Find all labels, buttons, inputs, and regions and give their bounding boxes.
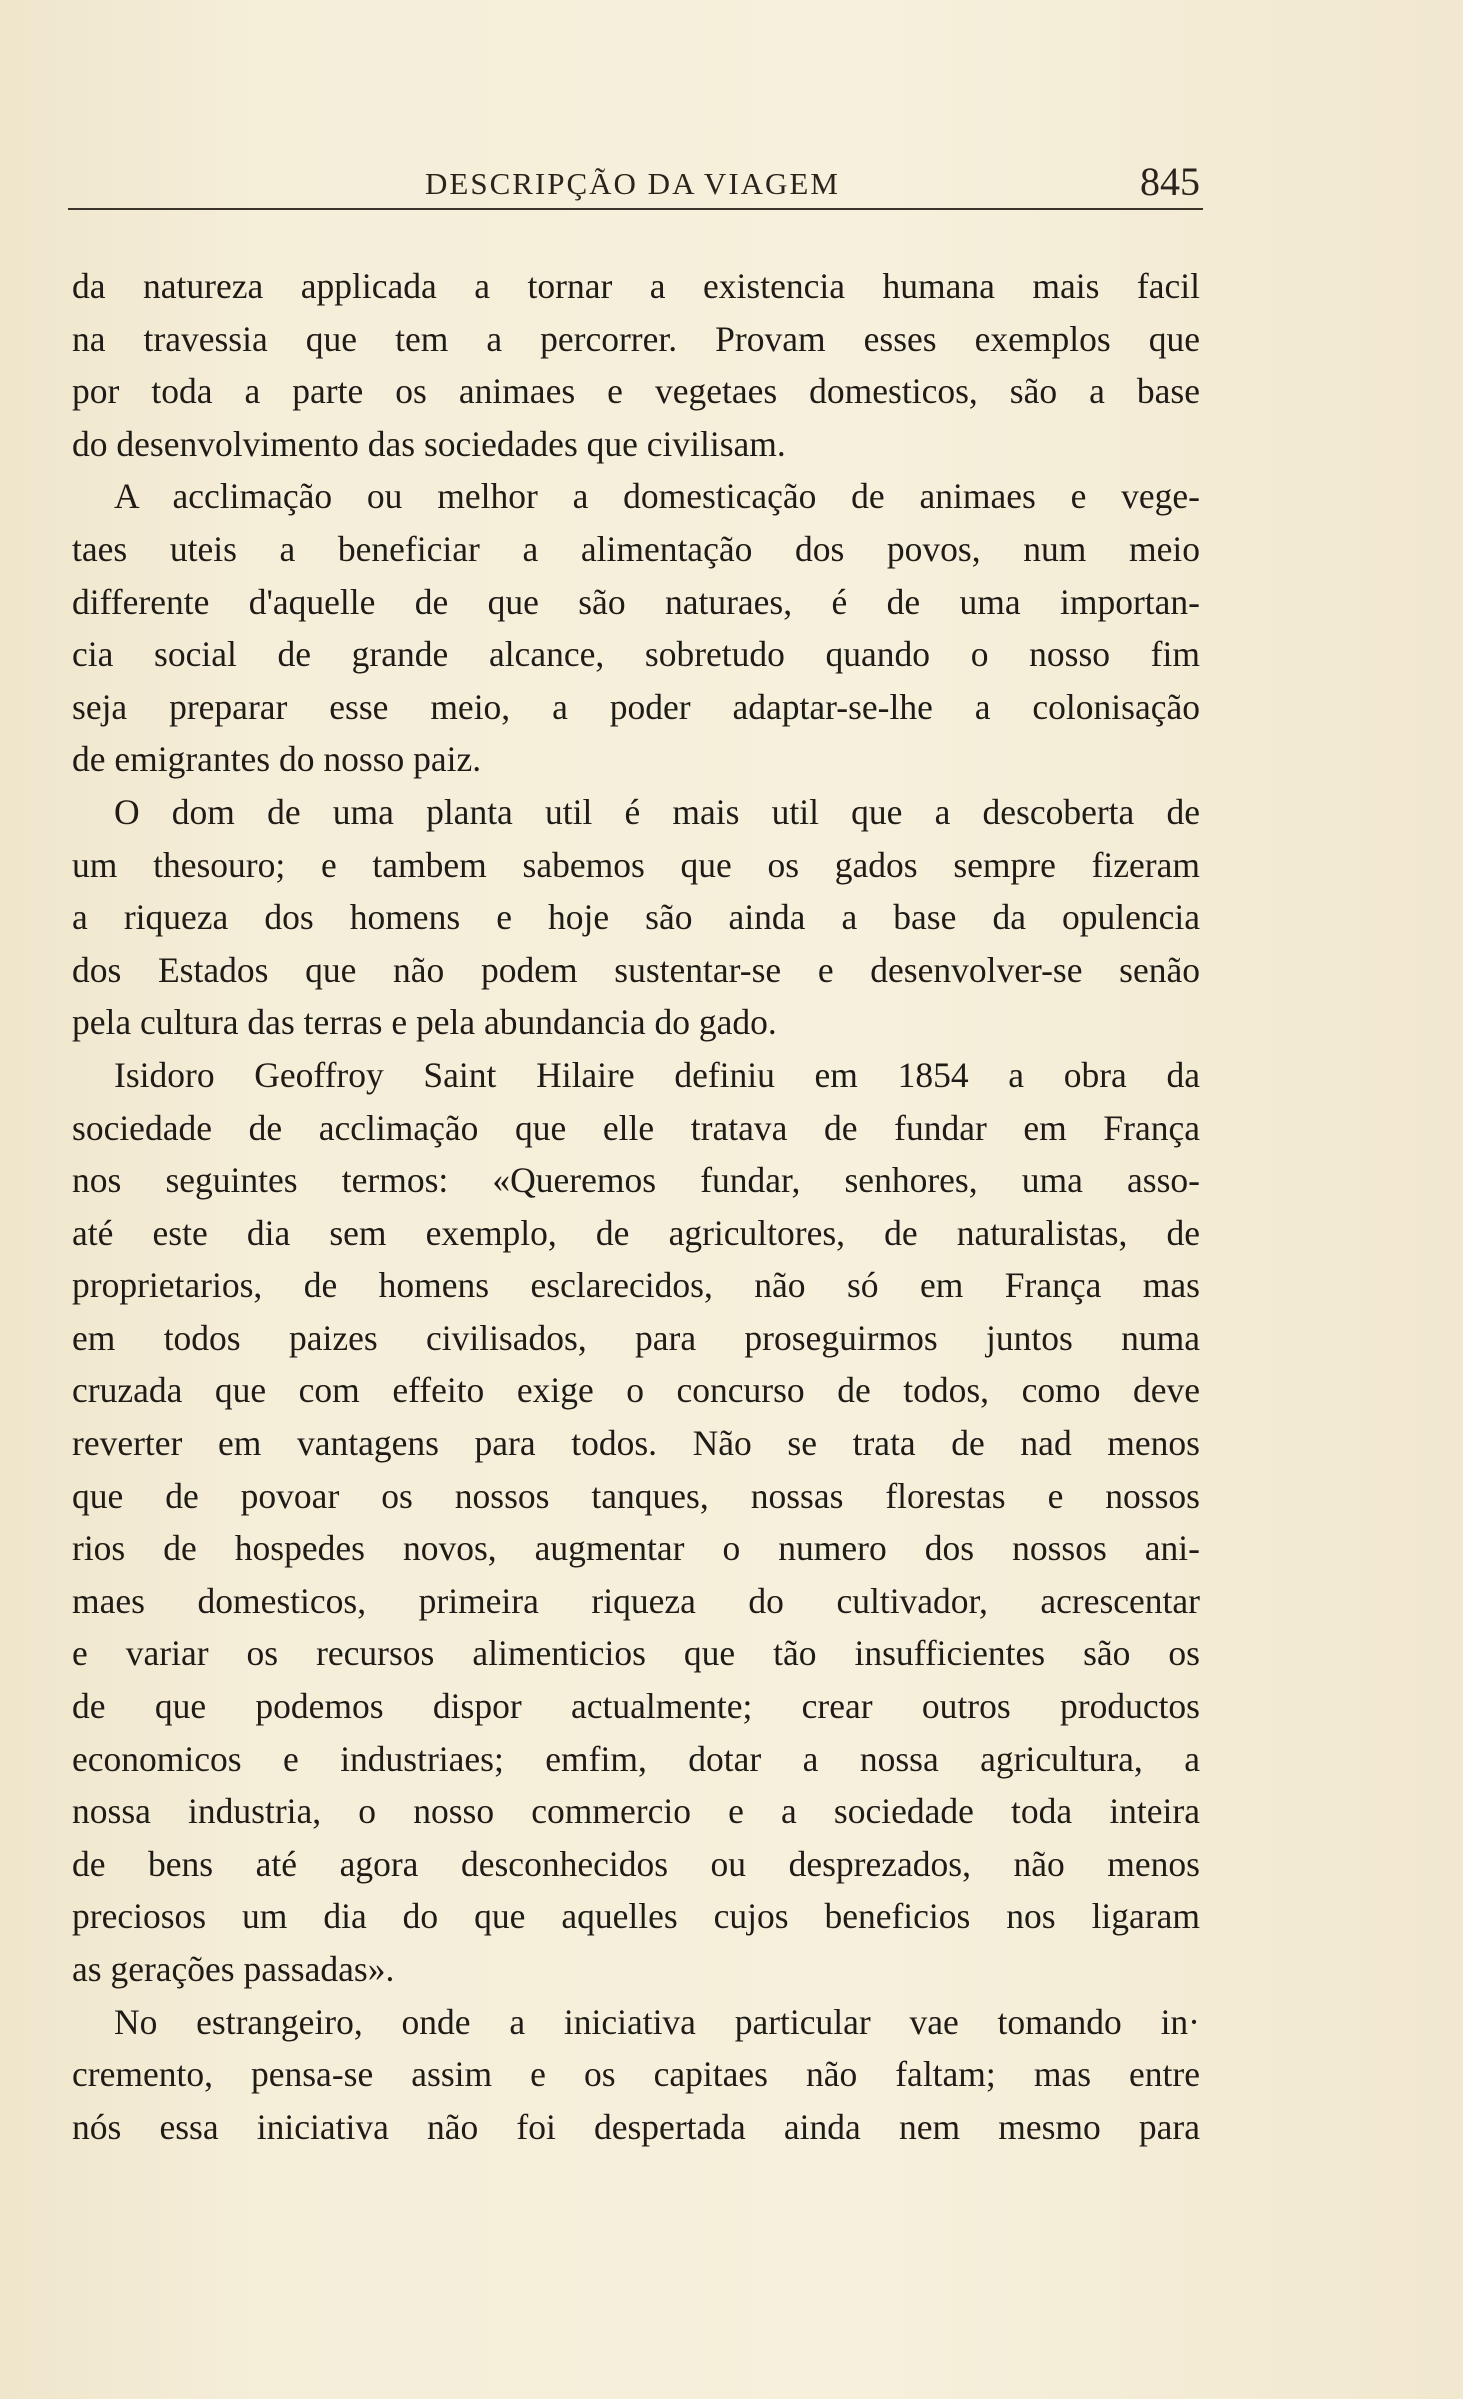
- text-line: cia social de grande alcance, sobretudo quando o nosso fim: [72, 634, 1200, 675]
- text-line: do desenvolvimento das sociedades que civilisam.: [72, 423, 786, 464]
- text-line: Isidoro Geoffroy Saint Hilaire definiu em 1854 a obra da: [114, 1054, 1200, 1095]
- text-line: dos Estados que não podem sustentar-se e desenvolver-se senão: [72, 949, 1200, 990]
- text-line: taes uteis a beneficiar a alimentação dos povos, num meio: [72, 528, 1200, 569]
- text-line: por toda a parte os animaes e vegetaes domesticos, são a base: [72, 371, 1200, 412]
- text-line: sociedade de acclimação que elle tratava de fundar em França: [72, 1107, 1200, 1148]
- header-rule: [68, 208, 1203, 210]
- body-text: [72, 260, 1200, 2153]
- text-line: nos seguintes termos: «Queremos fundar, senhores, uma asso-: [72, 1160, 1200, 1201]
- text-line: seja preparar esse meio, a poder adaptar-se-lhe a colonisação: [72, 686, 1200, 727]
- text-line: as gerações passadas».: [72, 1949, 395, 1989]
- text-line: proprietarios, de homens esclarecidos, não só em França mas: [72, 1265, 1200, 1306]
- text-line: maes domesticos, primeira riqueza do cultivador, acrescentar: [72, 1580, 1200, 1621]
- text-line: economicos e industriaes; emfim, dotar a nossa agricultura, a: [72, 1738, 1200, 1779]
- page-header: [70, 158, 1200, 208]
- text-line: nossa industria, o nosso commercio e a sociedade toda inteira: [72, 1791, 1200, 1832]
- text-line: nós essa iniciativa não foi despertada ainda nem mesmo para: [72, 2106, 1200, 2147]
- text-line: de que podemos dispor actualmente; crear outros productos: [72, 1686, 1200, 1727]
- running-title: DESCRIPÇÃO DA VIAGEM: [425, 166, 840, 201]
- text-line: O dom de uma planta util é mais util que a descoberta de: [114, 791, 1200, 832]
- text-line: preciosos um dia do que aquelles cujos beneficios nos ligaram: [72, 1896, 1200, 1937]
- text-line: um thesouro; e tambem sabemos que os gados sempre fizeram: [72, 844, 1200, 885]
- text-line: a riqueza dos homens e hoje são ainda a base da opulencia: [72, 897, 1200, 938]
- text-line: No estrangeiro, onde a iniciativa particular vae tomando in·: [114, 2001, 1200, 2042]
- text-line: cremento, pensa-se assim e os capitaes não faltam; mas entre: [72, 2054, 1200, 2095]
- text-line: A acclimação ou melhor a domesticação de animaes e vege-: [114, 476, 1200, 517]
- text-line: differente d'aquelle de que são naturaes, é de uma importan-: [72, 581, 1200, 622]
- text-line: até este dia sem exemplo, de agricultores, de naturalistas, de: [72, 1212, 1200, 1253]
- text-line: da natureza applicada a tornar a existencia humana mais facil: [72, 266, 1200, 306]
- text-line: e variar os recursos alimenticios que tão insufficientes são os: [72, 1633, 1200, 1674]
- text-line: na travessia que tem a percorrer. Provam esses exemplos que: [72, 318, 1200, 359]
- text-line: de emigrantes do nosso paiz.: [72, 739, 482, 780]
- text-line: de bens até agora desconhecidos ou desprezados, não menos: [72, 1843, 1200, 1884]
- text-line: reverter em vantagens para todos. Não se trata de nad menos: [72, 1423, 1200, 1464]
- text-line: cruzada que com effeito exige o concurso de todos, como deve: [72, 1370, 1200, 1411]
- page-number: 845: [1140, 159, 1200, 204]
- text-line: em todos paizes civilisados, para proseguirmos juntos numa: [72, 1317, 1200, 1358]
- text-line: que de povoar os nossos tanques, nossas florestas e nossos: [72, 1475, 1200, 1516]
- text-line: pela cultura das terras e pela abundancia do gado.: [72, 1002, 777, 1043]
- text-line: rios de hospedes novos, augmentar o numero dos nossos ani-: [72, 1528, 1200, 1569]
